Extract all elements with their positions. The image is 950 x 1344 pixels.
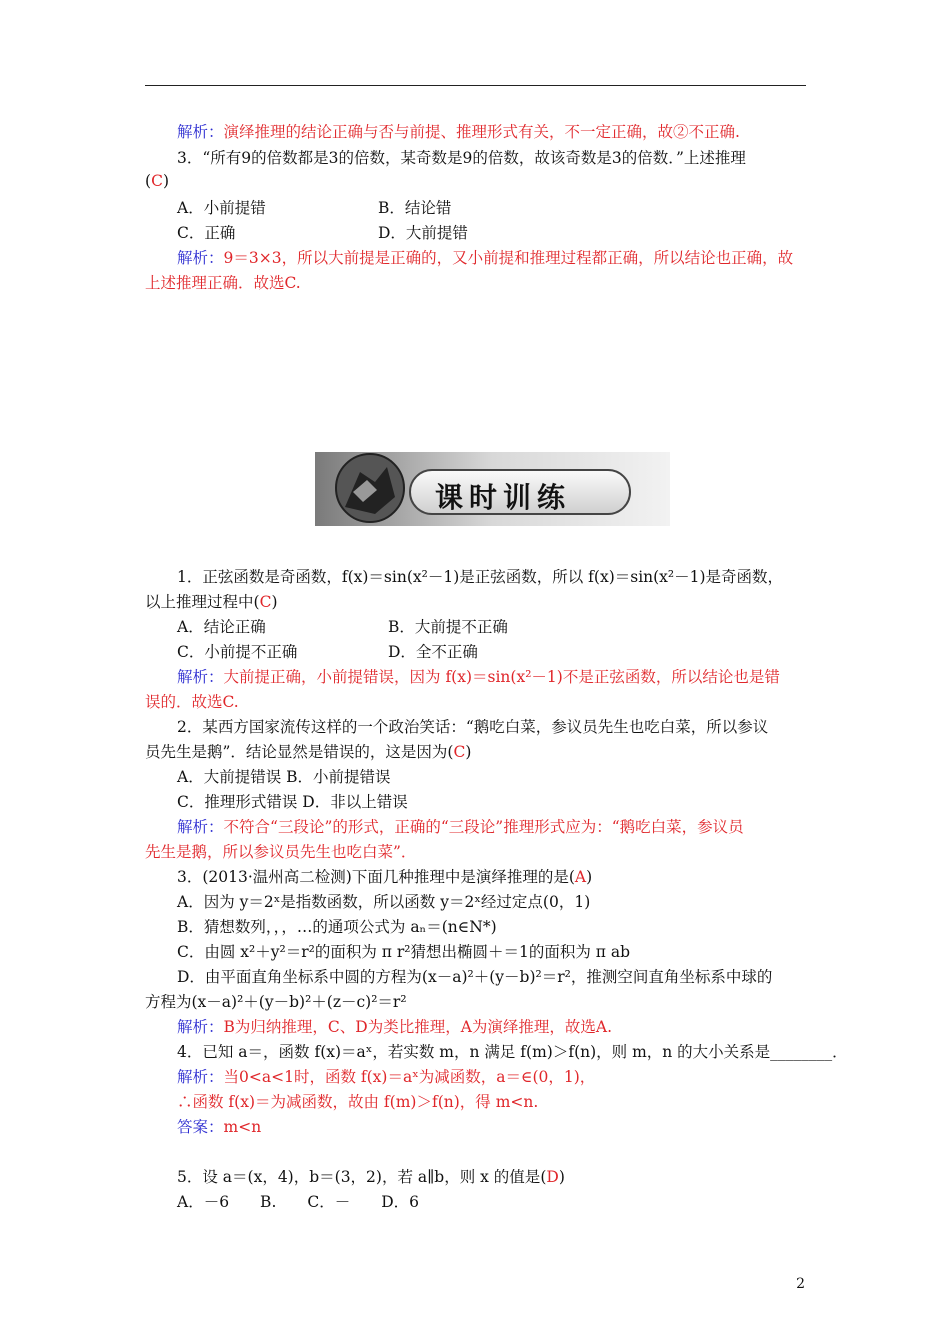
header-rule xyxy=(145,85,806,86)
q3-option-b: B．结论错 xyxy=(378,199,452,217)
s2-q3-option-b: B．猜想数列，，，…的通项公式为 aₙ＝(n∈N*) xyxy=(177,918,497,936)
q3-analysis-line-2: 上述推理正确．故选C. xyxy=(145,274,301,292)
s2-q1-option-a: A．结论正确 xyxy=(177,618,266,636)
s2-q2-line-1: 2．某西方国家流传这样的一个政治笑话：“鹅吃白菜，参议员先生也吃白菜，所以参议 xyxy=(177,718,769,736)
s2-q1-analysis-line-1: 解析：大前提正确，小前提错误，因为 f(x)＝sin(x²－1)不是正弦函数，所以结论也是错 xyxy=(177,668,780,686)
s2-q1-line-1: 1．正弦函数是奇函数，f(x)＝sin(x²－1)是正弦函数，所以 f(x)＝sin(x²－1)是奇函数， xyxy=(177,568,784,586)
q3-option-d: D．大前提错 xyxy=(378,224,468,242)
q3-option-c: C．正确 xyxy=(177,224,236,242)
s2-q2-options-2: C．推理形式错误 D．非以上错误 xyxy=(177,793,408,811)
s2-q1-analysis-line-2: 误的．故选C. xyxy=(145,693,239,711)
s2-q3-stem: 3．(2013·温州高二检测)下面几种推理中是演绎推理的是(A) xyxy=(177,868,593,886)
section-banner xyxy=(315,452,670,526)
s2-q4-answer: 答案：m<n xyxy=(177,1118,262,1136)
analysis-2: 解析：演绎推理的结论正确与否与前提、推理形式有关，不一定正确，故②不正确. xyxy=(177,123,740,141)
s2-q2-line-2: 员先生是鹅”．结论显然是错误的，这是因为(C) xyxy=(145,743,472,761)
s2-q3-option-d-line-1: D．由平面直角坐标系中圆的方程为(x－a)²＋(y－b)²＝r²，推测空间直角坐标系中球的 xyxy=(177,968,773,986)
question-3-stem: 3．“所有9的倍数都是3的倍数，某奇数是9的倍数，故该奇数是3的倍数．”上述推理 xyxy=(177,149,746,167)
s2-q4-stem: 4．已知 a＝，函数 f(x)＝aˣ，若实数 m，n 满足 f(m)＞f(n)，则 m，n 的大小关系是________． xyxy=(177,1043,848,1061)
s2-q2-analysis-line-1: 解析：不符合“三段论”的形式，正确的“三段论”推理形式应为：“鹅吃白菜，参议员 xyxy=(177,818,744,836)
s2-q5-stem: 5．设 a＝(x，4)，b＝(3，2)，若 a∥b，则 x 的值是(D) xyxy=(177,1168,565,1186)
s2-q2-analysis-line-2: 先生是鹅，所以参议员先生也吃白菜”． xyxy=(145,843,417,861)
q3-analysis-line-1: 解析：9＝3×3，所以大前提是正确的，又小前提和推理过程都正确，所以结论也正确，故 xyxy=(177,249,794,267)
page-number: 2 xyxy=(796,1276,805,1292)
question-3-answer: (C) xyxy=(145,172,169,190)
s2-q2-options-1: A．大前提错误 B．小前提错误 xyxy=(177,768,391,786)
q3-option-a: A．小前提错 xyxy=(177,199,266,217)
s2-q1-line-2: 以上推理过程中(C) xyxy=(145,593,278,611)
s2-q1-option-d: D．全不正确 xyxy=(388,643,478,661)
s2-q4-analysis-line-1: 解析：当0<a<1时，函数 f(x)＝aˣ为减函数，a＝∈(0，1)， xyxy=(177,1068,596,1086)
s2-q1-option-b: B．大前提不正确 xyxy=(388,618,508,636)
s2-q3-analysis: 解析：B为归纳推理，C、D为类比推理，A为演绎推理，故选A. xyxy=(177,1018,613,1036)
s2-q3-option-d-line-2: 方程为(x－a)²＋(y－b)²＋(z－c)²＝r² xyxy=(145,993,407,1011)
s2-q5-options: A．－6 B. C．－ D．6 xyxy=(177,1193,420,1211)
banner-title: 课时训练 xyxy=(435,481,572,514)
s2-q1-option-c: C．小前提不正确 xyxy=(177,643,298,661)
s2-q3-option-a: A．因为 y＝2ˣ是指数函数，所以函数 y＝2ˣ经过定点(0，1) xyxy=(177,893,591,911)
s2-q4-analysis-line-2: ∴函数 f(x)＝为减函数，故由 f(m)＞f(n)，得 m<n. xyxy=(177,1093,539,1111)
s2-q3-option-c: C．由圆 x²＋y²＝r²的面积为 π r²猜想出椭圆＋＝1的面积为 π ab xyxy=(177,943,631,961)
